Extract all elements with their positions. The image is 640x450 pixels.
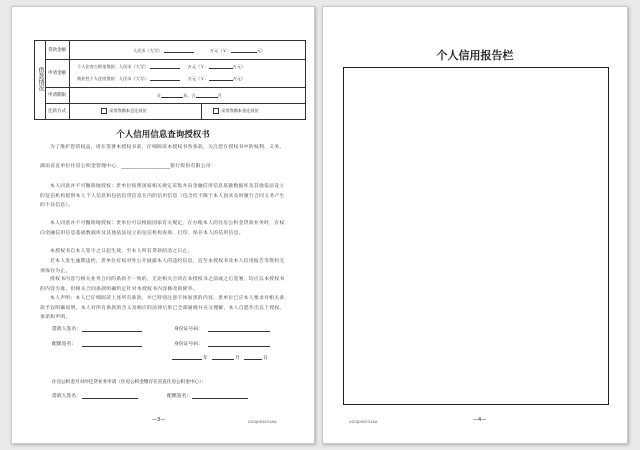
term-text: 计 年，合 月 [157, 93, 222, 98]
spouse-sign-line[interactable] [82, 346, 142, 347]
divider [201, 103, 202, 119]
year-line[interactable] [172, 359, 202, 360]
borrower-sign-label: 借款人签名： [52, 327, 81, 332]
row-label: 还款方式 [45, 103, 70, 119]
borrower-id-line[interactable] [208, 331, 270, 332]
addressee-line: 湖南省直单位住房公积金管理中心、__________________银行股份有限公司： [40, 164, 216, 169]
spouse-id-label: 身份证号码： [174, 342, 203, 347]
row-label: 贷款金额 [45, 41, 70, 59]
option-equal-installment[interactable]: 采用等额本息还款法 [101, 108, 147, 114]
row-label: 申请期限 [45, 87, 70, 103]
page-number: —3— [152, 417, 166, 423]
bottom-spouse-label: 配偶签名： [167, 394, 191, 399]
year-label: 年 [203, 356, 208, 361]
page-number: —4— [473, 417, 487, 423]
credit-report-page [322, 6, 628, 444]
credit-report-title: 个人信用报告栏 [436, 49, 514, 62]
clause-1: 本人同意并不可撤销地授权：贵单位按照国家相关规定采集并向金融信用信息基础数据库及其他依法设立的征信机构提供本人个人信息和包括信贷信息在内的信用信息（包含但不限于本人因未及时履行合同义务产生的不良信息）。 [40, 184, 285, 209]
term-row [45, 87, 305, 104]
borrower-id-label: 身份证号码： [174, 327, 203, 332]
bottom-borrower-line[interactable] [82, 398, 138, 399]
loan-info-table [34, 40, 306, 120]
day-label: 日 [263, 356, 268, 361]
loan-table-vertical-title: 借款情况 [35, 41, 46, 119]
authorization-title: 个人信用信息查询授权书 [116, 130, 210, 140]
borrower-sign-line[interactable] [82, 331, 142, 332]
credit-report-frame [343, 67, 609, 405]
intro-paragraph: 为了维护您的权益，请在签署本授权书前，仔细阅读本授权书各条款，关注您在授权书中的权利、义务。 [50, 145, 285, 150]
bottom-spouse-line[interactable] [192, 398, 248, 399]
day-line[interactable] [244, 359, 262, 360]
month-line[interactable] [212, 359, 234, 360]
clause-2: 本人同意并不可撤销地授权：贵单位可以根据国家有关规定，在办理本人的住房公积金贷款业务时，有权向金融信用信息基础数据库及其他依法设立的征信机构查询、打印、保存本人的信用信息。 [40, 221, 285, 236]
repayment-row [45, 103, 305, 119]
spouse-sign-label: 配偶签名： [52, 342, 76, 347]
checkbox-icon[interactable] [101, 108, 107, 114]
doc-code: XZGJJHD0318A [349, 419, 378, 424]
doc-code: XZGJJHD0318A [248, 419, 277, 424]
checkbox-icon[interactable] [213, 108, 219, 114]
fund-loan-text: 个人住房公积金贷款：人民币（大写）： 万元（￥： 万元） [77, 64, 246, 69]
offset-repayment-note: 住房公积金月对冲还贷业务申请（住房公积金缴存在省直住房公积金中心）： [52, 380, 206, 385]
spouse-id-line[interactable] [208, 346, 270, 347]
commercial-loan-text: 商业性个人住房贷款：人民币（大写）： 万元（￥： 万元） [77, 76, 246, 81]
clause-3: 本授权书自本人签字之日起生效，至本人所有贷款结清之日止。 [50, 249, 193, 254]
clause-4: 若本人发生逾期违约，贵单位有权对外公开披露本人的违约信息，直至本授权书及本人信用报告等资料无须保存为止。 [40, 259, 285, 274]
row-label: 申请金额 [45, 59, 70, 87]
applied-amount-row [45, 59, 305, 88]
loan-amount-row [45, 41, 305, 60]
declaration: 本人声明：本人已仔细阅读上述所有条款，并已特别注意字体加黑的内容。贵单位已应本人要求对相关条款予以明确说明。本人对所有条款的含义及相应的法律后果已全部通晓并充分理解，本人自愿作出以上授权、承诺和声明。 [40, 296, 285, 321]
clause-5: 授权书内容与相关业务合同的条款不一致的，无论相关合同在本授权书之前或之后签署，均应以本授权书的内容为准。但相关合同条款明确约定针对本授权书内容修改的除外。 [40, 277, 285, 292]
option-equal-principal[interactable]: 采用等额本金还款法 [213, 108, 259, 114]
bottom-borrower-label: 借款人签名： [52, 394, 81, 399]
month-label: 月 [235, 356, 240, 361]
authorization-page [11, 6, 315, 444]
amount-text: 人民币（大写）： 万元（￥： 元） [133, 48, 266, 53]
